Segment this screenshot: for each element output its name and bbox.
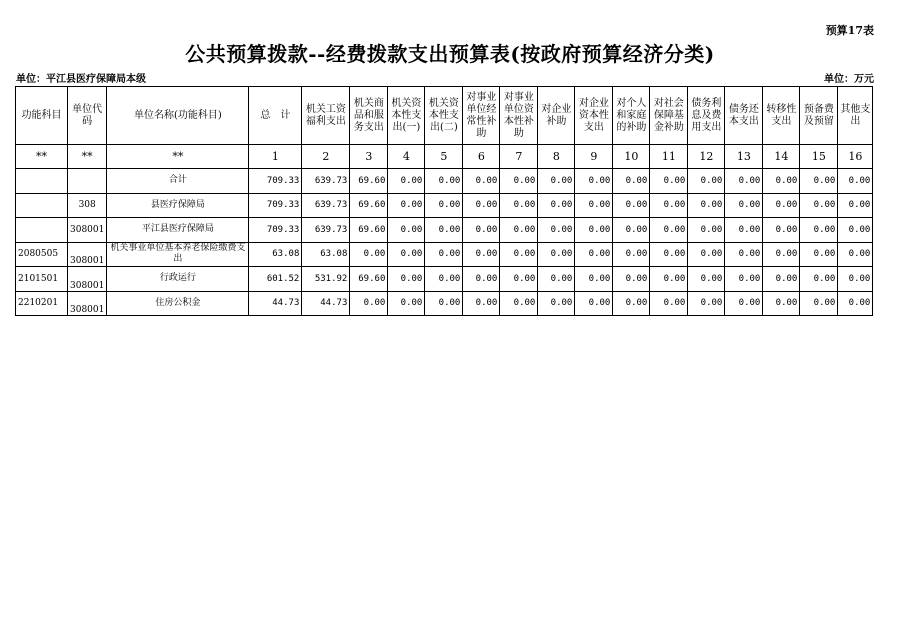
amount-cell: 0.00 xyxy=(575,291,613,316)
column-header: 对企业补助 xyxy=(538,87,575,145)
amount-cell: 0.00 xyxy=(538,169,575,194)
amount-cell: 0.00 xyxy=(350,291,388,316)
unit-code-cell: 308001 xyxy=(68,242,107,267)
budget-table xyxy=(15,86,873,316)
amount-cell: 0.00 xyxy=(575,193,613,218)
amount-cell: 63.08 xyxy=(302,242,350,267)
amount-cell: 0.00 xyxy=(838,291,873,316)
amount-cell: 0.00 xyxy=(500,267,538,292)
function-code-cell xyxy=(16,218,68,243)
amount-cell: 0.00 xyxy=(763,193,800,218)
header-row xyxy=(16,87,873,145)
amount-cell: 0.00 xyxy=(500,169,538,194)
column-index: 8 xyxy=(538,145,575,169)
column-header: 其他支出 xyxy=(838,87,873,145)
column-header: 债务利息及费用支出 xyxy=(688,87,725,145)
amount-cell: 0.00 xyxy=(650,218,688,243)
amount-cell: 0.00 xyxy=(650,291,688,316)
amount-cell: 0.00 xyxy=(763,291,800,316)
column-index: 7 xyxy=(500,145,538,169)
amount-cell: 0.00 xyxy=(463,193,500,218)
table-row xyxy=(16,267,873,292)
unit-code-cell: 308001 xyxy=(68,218,107,243)
table-body xyxy=(16,169,873,316)
amount-cell: 0.00 xyxy=(763,218,800,243)
column-index: 12 xyxy=(688,145,725,169)
column-index: 11 xyxy=(650,145,688,169)
amount-cell: 709.33 xyxy=(249,169,302,194)
column-index: 4 xyxy=(388,145,425,169)
amount-cell: 0.00 xyxy=(838,218,873,243)
column-header: 预备费及预留 xyxy=(800,87,838,145)
amount-cell: 0.00 xyxy=(725,242,763,267)
currency-unit: 单位：万元 xyxy=(824,74,874,85)
amount-cell: 531.92 xyxy=(302,267,350,292)
amount-cell: 0.00 xyxy=(538,267,575,292)
amount-cell: 0.00 xyxy=(613,193,650,218)
amount-cell: 0.00 xyxy=(725,291,763,316)
column-index: 2 xyxy=(302,145,350,169)
amount-cell: 0.00 xyxy=(425,291,463,316)
amount-cell: 69.60 xyxy=(350,169,388,194)
amount-cell: 0.00 xyxy=(838,169,873,194)
column-header: 功能科目 xyxy=(16,87,68,145)
amount-cell: 63.08 xyxy=(249,242,302,267)
amount-cell: 639.73 xyxy=(302,193,350,218)
unit-code-cell xyxy=(68,169,107,194)
amount-cell: 0.00 xyxy=(425,169,463,194)
column-index: 13 xyxy=(725,145,763,169)
page-title: 公共预算拨款--经费拨款支出预算表(按政府预算经济分类) xyxy=(185,42,715,66)
amount-cell: 0.00 xyxy=(725,193,763,218)
amount-cell: 0.00 xyxy=(388,242,425,267)
unit-name-cell: 县医疗保障局 xyxy=(107,193,249,218)
amount-cell: 0.00 xyxy=(650,242,688,267)
amount-cell: 0.00 xyxy=(425,218,463,243)
amount-cell: 0.00 xyxy=(463,169,500,194)
function-code-cell xyxy=(16,193,68,218)
amount-cell: 0.00 xyxy=(650,193,688,218)
unit-name-cell: 合计 xyxy=(107,169,249,194)
amount-cell: 0.00 xyxy=(388,291,425,316)
amount-cell: 69.60 xyxy=(350,267,388,292)
amount-cell: 0.00 xyxy=(538,242,575,267)
amount-cell: 0.00 xyxy=(763,169,800,194)
amount-cell: 0.00 xyxy=(688,218,725,243)
amount-cell: 0.00 xyxy=(388,193,425,218)
amount-cell: 0.00 xyxy=(538,193,575,218)
amount-cell: 0.00 xyxy=(800,291,838,316)
unit-name-cell: 机关事业单位基本养老保险缴费支出 xyxy=(107,242,249,267)
index-row xyxy=(16,145,873,169)
amount-cell: 0.00 xyxy=(500,291,538,316)
table-row xyxy=(16,169,873,194)
amount-cell: 0.00 xyxy=(688,267,725,292)
amount-cell: 0.00 xyxy=(388,169,425,194)
column-index: ** xyxy=(68,145,107,169)
amount-cell: 0.00 xyxy=(350,242,388,267)
column-index: 16 xyxy=(838,145,873,169)
amount-cell: 0.00 xyxy=(425,193,463,218)
column-header: 机关工资福利支出 xyxy=(302,87,350,145)
column-index: ** xyxy=(107,145,249,169)
column-index: 15 xyxy=(800,145,838,169)
unit-code-cell: 308 xyxy=(68,193,107,218)
column-index: ** xyxy=(16,145,68,169)
amount-cell: 0.00 xyxy=(725,267,763,292)
amount-cell: 0.00 xyxy=(613,218,650,243)
amount-cell: 0.00 xyxy=(800,169,838,194)
amount-cell: 0.00 xyxy=(650,169,688,194)
amount-cell: 0.00 xyxy=(463,242,500,267)
table-row xyxy=(16,193,873,218)
column-index: 9 xyxy=(575,145,613,169)
column-index: 10 xyxy=(613,145,650,169)
amount-cell: 0.00 xyxy=(688,169,725,194)
amount-cell: 0.00 xyxy=(725,169,763,194)
function-code-cell xyxy=(16,169,68,194)
column-header: 债务还本支出 xyxy=(725,87,763,145)
amount-cell: 69.60 xyxy=(350,193,388,218)
amount-cell: 0.00 xyxy=(463,218,500,243)
amount-cell: 0.00 xyxy=(613,242,650,267)
amount-cell: 0.00 xyxy=(463,267,500,292)
unit-name-cell: 行政运行 xyxy=(107,267,249,292)
column-index: 14 xyxy=(763,145,800,169)
column-header: 转移性支出 xyxy=(763,87,800,145)
function-code-cell: 2101501 xyxy=(16,267,68,292)
amount-cell: 0.00 xyxy=(688,242,725,267)
amount-cell: 0.00 xyxy=(800,242,838,267)
amount-cell: 709.33 xyxy=(249,218,302,243)
amount-cell: 0.00 xyxy=(425,242,463,267)
amount-cell: 0.00 xyxy=(500,193,538,218)
function-code-cell: 2210201 xyxy=(16,291,68,316)
column-index: 1 xyxy=(249,145,302,169)
amount-cell: 0.00 xyxy=(388,267,425,292)
amount-cell: 0.00 xyxy=(838,242,873,267)
amount-cell: 0.00 xyxy=(800,193,838,218)
amount-cell: 44.73 xyxy=(302,291,350,316)
reporting-unit: 单位：平江县医疗保障局本级 xyxy=(16,74,146,85)
table-row xyxy=(16,218,873,243)
amount-cell: 44.73 xyxy=(249,291,302,316)
amount-cell: 0.00 xyxy=(500,218,538,243)
table-row xyxy=(16,291,873,316)
amount-cell: 0.00 xyxy=(688,193,725,218)
column-header: 机关资本性支出(二) xyxy=(425,87,463,145)
column-header: 总 计 xyxy=(249,87,302,145)
amount-cell: 0.00 xyxy=(688,291,725,316)
column-header: 对社会保障基金补助 xyxy=(650,87,688,145)
amount-cell: 0.00 xyxy=(613,169,650,194)
amount-cell: 0.00 xyxy=(388,218,425,243)
unit-name-cell: 住房公积金 xyxy=(107,291,249,316)
column-header: 对个人和家庭的补助 xyxy=(613,87,650,145)
amount-cell: 639.73 xyxy=(302,169,350,194)
amount-cell: 0.00 xyxy=(838,267,873,292)
column-header: 对企业资本性支出 xyxy=(575,87,613,145)
form-number: 预算17表 xyxy=(825,24,874,37)
amount-cell: 0.00 xyxy=(763,242,800,267)
function-code-cell: 2080505 xyxy=(16,242,68,267)
unit-code-cell: 308001 xyxy=(68,291,107,316)
amount-cell: 601.52 xyxy=(249,267,302,292)
column-header: 机关资本性支出(一) xyxy=(388,87,425,145)
amount-cell: 0.00 xyxy=(538,218,575,243)
column-header: 单位代码 xyxy=(68,87,107,145)
amount-cell: 0.00 xyxy=(425,267,463,292)
amount-cell: 709.33 xyxy=(249,193,302,218)
column-index: 5 xyxy=(425,145,463,169)
column-header: 对事业单位资本性补助 xyxy=(500,87,538,145)
unit-code-cell: 308001 xyxy=(68,267,107,292)
amount-cell: 639.73 xyxy=(302,218,350,243)
amount-cell: 0.00 xyxy=(575,267,613,292)
amount-cell: 0.00 xyxy=(500,242,538,267)
amount-cell: 0.00 xyxy=(575,242,613,267)
column-index: 6 xyxy=(463,145,500,169)
amount-cell: 0.00 xyxy=(575,218,613,243)
amount-cell: 0.00 xyxy=(838,193,873,218)
amount-cell: 0.00 xyxy=(575,169,613,194)
amount-cell: 0.00 xyxy=(725,218,763,243)
amount-cell: 0.00 xyxy=(538,291,575,316)
amount-cell: 0.00 xyxy=(463,291,500,316)
amount-cell: 0.00 xyxy=(613,267,650,292)
column-header: 单位名称(功能科目) xyxy=(107,87,249,145)
amount-cell: 69.60 xyxy=(350,218,388,243)
unit-name-cell: 平江县医疗保障局 xyxy=(107,218,249,243)
column-header: 机关商品和服务支出 xyxy=(350,87,388,145)
column-header: 对事业单位经常性补助 xyxy=(463,87,500,145)
amount-cell: 0.00 xyxy=(800,267,838,292)
table-row xyxy=(16,242,873,267)
amount-cell: 0.00 xyxy=(763,267,800,292)
amount-cell: 0.00 xyxy=(650,267,688,292)
amount-cell: 0.00 xyxy=(800,218,838,243)
column-index: 3 xyxy=(350,145,388,169)
amount-cell: 0.00 xyxy=(613,291,650,316)
